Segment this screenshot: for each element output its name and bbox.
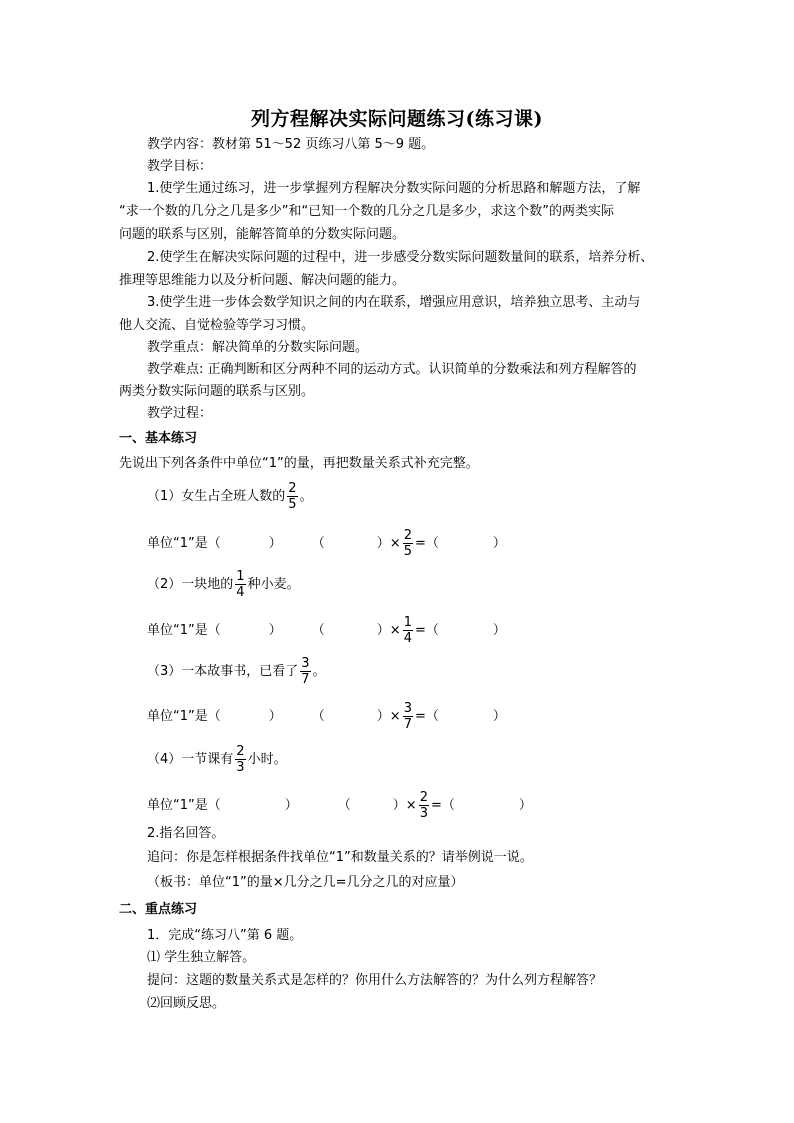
unit-label: 单位“1”是（ <box>147 536 221 551</box>
fraction <box>235 569 245 600</box>
close-paren: ） <box>492 709 506 724</box>
fraction-denominator: 7 <box>301 672 310 687</box>
goal-line: 2.使学生在解决实际问题的过程中，进一步感受分数实际问题数量间的联系，培养分析、 <box>147 250 654 265</box>
section2-line: ⑴ 学生独立解答。 <box>147 950 256 965</box>
exercise-item <box>147 744 287 775</box>
unit-label: 单位“1”是（ <box>147 709 221 724</box>
item-text: （2）一块地的 <box>147 577 234 592</box>
unit-label: 单位“1”是（ <box>147 623 221 638</box>
item-text: 。 <box>312 664 326 679</box>
fraction-numerator: 3 <box>403 701 412 716</box>
section2-heading: 二、重点练习 <box>119 902 198 917</box>
fraction-numerator: 2 <box>403 528 412 543</box>
relation-line <box>147 701 506 732</box>
section2-line: 1．完成“练习八”第 6 题。 <box>147 928 303 943</box>
exercise-item <box>147 481 313 512</box>
close-paren: ） <box>376 709 390 724</box>
section1-intro: 先说出下列各条件中单位“1”的量，再把数量关系式补充完整。 <box>119 456 479 471</box>
followup-question: 追问：你是怎样根据条件找单位“1”和数量关系的？请举例说一说。 <box>147 850 533 865</box>
relation-line <box>147 615 506 646</box>
goals-label: 教学目标： <box>147 159 213 174</box>
key-point: 教学重点：解决简单的分数实际问题。 <box>147 340 369 355</box>
open-paren: （ <box>311 623 325 638</box>
fraction-denominator: 7 <box>403 717 412 732</box>
close-paren: ） <box>392 798 406 813</box>
page-title: 列方程解决实际问题练习(练习课) <box>251 108 543 130</box>
difficulty-line: 教学难点: 正确判断和区分两种不同的运动方式。认识简单的分数乘法和列方程解答的 <box>147 362 637 377</box>
open-paren: （ <box>311 709 325 724</box>
equals-sign: =（ <box>414 623 439 638</box>
fraction-numerator: 2 <box>419 790 428 805</box>
relation-line <box>147 528 506 559</box>
fraction-denominator: 4 <box>403 631 412 646</box>
close-paren: ） <box>492 623 506 638</box>
close-paren: ） <box>268 709 282 724</box>
fraction-numerator: 1 <box>403 615 412 630</box>
times-sign: × <box>405 798 417 813</box>
item-text: 。 <box>299 489 313 504</box>
exercise-item <box>147 656 326 687</box>
equals-sign: =（ <box>414 536 439 551</box>
goal-line: 推理等思维能力以及分析问题、解决问题的能力。 <box>119 273 406 288</box>
fraction <box>287 481 297 512</box>
goal-line: 1.使学生通过练习，进一步掌握列方程解决分数实际问题的分析思路和解题方法，了解 <box>147 181 641 196</box>
goal-line: 他人交流、自觉检验等学习习惯。 <box>119 318 315 333</box>
item-text: （3）一本故事书，已看了 <box>147 664 299 679</box>
teaching-content: 教学内容：教材第 51～52 页练习八第 5～9 题。 <box>147 137 435 152</box>
open-paren: （ <box>311 536 325 551</box>
fraction-denominator: 3 <box>419 806 428 821</box>
fraction <box>403 528 413 559</box>
fraction-numerator: 2 <box>236 744 245 759</box>
section2-line: 提问：这题的数量关系式是怎样的？你用什么方法解答的？为什么列方程解答？ <box>147 973 603 988</box>
fraction-denominator: 5 <box>288 497 297 512</box>
fraction <box>419 790 429 821</box>
item-text: 种小麦。 <box>247 577 300 592</box>
section1-heading: 一、基本练习 <box>119 431 198 446</box>
process-label: 教学过程： <box>147 406 213 421</box>
fraction <box>300 656 310 687</box>
fraction-numerator: 1 <box>236 569 245 584</box>
close-paren: ） <box>492 536 506 551</box>
fraction-numerator: 2 <box>288 481 297 496</box>
unit-label: 单位“1”是（ <box>147 798 221 813</box>
relation-line <box>147 790 532 821</box>
fraction <box>403 701 413 732</box>
item-text: （4）一节课有 <box>147 752 234 767</box>
close-paren: ） <box>284 798 298 813</box>
fraction-numerator: 3 <box>301 656 310 671</box>
fraction <box>403 615 413 646</box>
item-text: 小时。 <box>247 752 287 767</box>
board-note: （板书：单位“1”的量×几分之几=几分之几的对应量） <box>147 875 464 890</box>
difficulty-line: 两类分数实际问题的联系与区别。 <box>119 384 315 399</box>
open-paren: （ <box>337 798 351 813</box>
section2-line: ⑵回顾反思。 <box>147 996 226 1011</box>
exercise-item <box>147 569 300 600</box>
times-sign: × <box>389 536 401 551</box>
goal-line: 3.使学生进一步体会数学知识之间的内在联系，增强应用意识，培养独立思考、主动与 <box>147 295 641 310</box>
answer-line: 2.指名回答。 <box>147 826 225 841</box>
close-paren: ） <box>518 798 532 813</box>
close-paren: ） <box>268 623 282 638</box>
equals-sign: =（ <box>430 798 455 813</box>
close-paren: ） <box>376 536 390 551</box>
fraction-denominator: 3 <box>236 760 245 775</box>
fraction-denominator: 5 <box>403 544 412 559</box>
equals-sign: =（ <box>414 709 439 724</box>
close-paren: ） <box>376 623 390 638</box>
goal-line: “求一个数的几分之几是多少”和“已知一个数的几分之几是多少，求这个数”的两类实际 <box>119 204 614 219</box>
item-text: （1）女生占全班人数的 <box>147 489 286 504</box>
goal-line: 问题的联系与区别，能解答简单的分数实际问题。 <box>119 227 406 242</box>
times-sign: × <box>389 709 401 724</box>
fraction-denominator: 4 <box>236 585 245 600</box>
times-sign: × <box>389 623 401 638</box>
close-paren: ） <box>268 536 282 551</box>
fraction <box>235 744 245 775</box>
